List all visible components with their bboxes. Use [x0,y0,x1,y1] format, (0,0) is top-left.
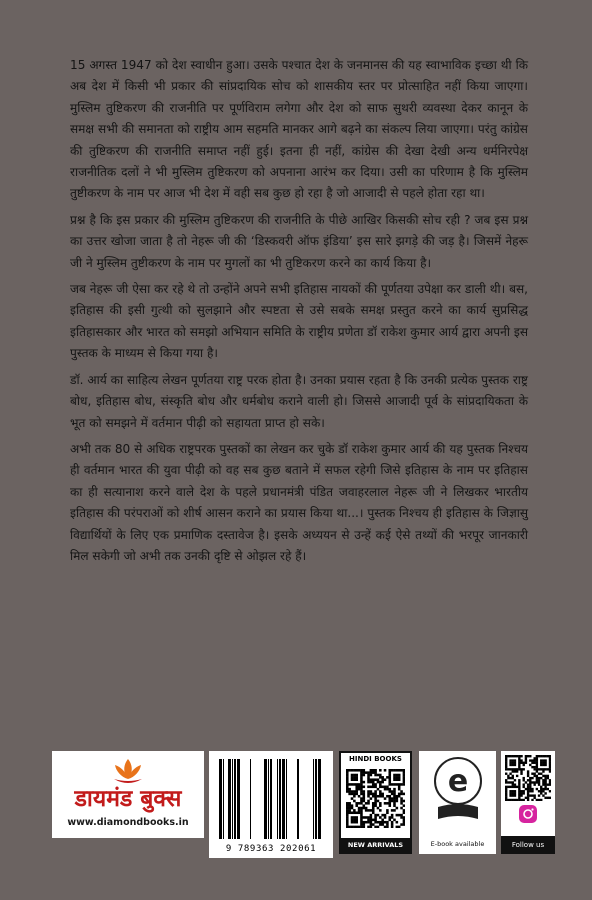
barcode-icon [217,759,325,839]
ebook-icon [433,757,483,827]
paragraph-4: डॉ. आर्य का साहित्य लेखन पूर्णतया राष्ट्र परक होता है। उनका प्रयास रहता है कि उनकी प्रत्येक पुस्तक राष्ट्र बोध, इतिहास बोध, संस्कृति बोध और धर्मबोध कराने वाली हो। जिससे आजादी पूर्व के सांप्रदायिकता के भूत को समझने में वर्तमान पीढ़ी को सहायता प्राप्त हो सके। [70,372,528,430]
cover-footer [0,744,592,900]
follow-us-label: Follow us [501,836,555,854]
hindi-books-label: HINDI BOOKS [341,753,410,766]
paragraph-3: जब नेहरू जी ऐसा कर रहे थे तो उन्होंने अपने सभी इतिहास नायकों की पूर्णतया उपेक्षा कर डाली थी। बस, इतिहास की इसी गुत्थी को सुलझाने और स्पष्टता से उसे सबके समक्ष प्रस्तुत करने का कार्य सुप्रसिद्ध इतिहासकार और भारत को समझो अभियान समिति के राष्ट्रीय प्रणेता डॉ राकेश कुमार आर्य द्वारा अपनी इस पुस्तक के माध्यम से किया गया है। [70,282,528,361]
brand-name: डायमंड बुक्स [74,786,182,812]
isbn-number: 9 789363 202061 [225,844,317,854]
hindi-books-qr-panel[interactable] [339,751,412,854]
follow-us-panel[interactable] [501,751,555,854]
back-cover-text [70,55,528,572]
lotus-icon [111,757,145,785]
isbn-barcode [209,751,333,858]
paragraph-5: अभी तक 80 से अधिक राष्ट्रपरक पुस्तकों का लेखन कर चुके डॉ राकेश कुमार आर्य की यह पुस्तक निश्चय ही वर्तमान भारत की युवा पीढ़ी को वह सब कुछ बताने में सफल रहेगी जिसे इतिहास के नाम पर इतिहास का ही सत्यानाश करने वाले देश के पहले प्रधानमंत्री पंडित जवाहरलाल नेहरू जी ने लिखकर भारतीय इतिहास की परंपराओं को शीर्ष आसन कराने का प्रयास किया था...। पुस्तक निश्चय ही इतिहास के जिज्ञासु विद्यार्थियों के लिए एक प्रमाणिक दस्तावेज है। इसके अध्ययन से उन्हें कई ऐसे तथ्यों की भरपूर जानकारी मिल सकेगी जो अभी तक उनकी दृष्टि से ओझल रहे हैं। [70,441,528,563]
ebook-available-label: E-book available [430,840,485,848]
new-arrivals-label: NEW ARRIVALS [341,838,410,852]
ebook-badge[interactable] [419,751,496,854]
qr-code-icon[interactable] [346,769,405,828]
publisher-logo[interactable] [52,751,204,838]
website-url[interactable]: www.diamondbooks.in [67,817,189,828]
svg-text:e: e [447,764,469,799]
paragraph-2: प्रश्न है कि इस प्रकार की मुस्लिम तुष्टिकरण की राजनीति के पीछे आखिर किसकी सोच रही ? जब इस प्रश्न का उत्तर खोजा जाता है तो नेहरू जी की ‘डिस्कवरी ऑफ इंडिया’ इस सारे झगड़े की जड़ है। जिसमें नेहरू जी ने मुस्लिम तुष्टीकरण के नाम पर मुगलों का भी तुष्टिकरण करने का कार्य किया है। [70,212,528,270]
instagram-icon [518,804,538,824]
social-qr-code-icon[interactable] [505,755,551,801]
paragraph-1: 15 अगस्त 1947 को देश स्वाधीन हुआ। उसके पश्चात देश के जनमानस की यह स्वाभाविक इच्छा थी कि अब देश में किसी भी प्रकार की सांप्रदायिक सोच को शासकीय स्तर पर प्रोत्साहित नहीं किया जाएगा। मुस्लिम तुष्टिकरण की राजनीति पर पूर्णविराम लगेगा और देश को साफ सुथरी व्यवस्था देकर कानून के समक्ष सभी की समानता को राष्ट्रीय आम सहमति मानकर आगे बढ़ने का संकल्प लिया जाएगा। परंतु कांग्रेस की तुष्टिकरण की राजनीति समाप्त नहीं हुई। इतना ही नहीं, कांग्रेस की देखा देखी अन्य धर्मनिरपेक्ष राजनीतिक दलों ने भी मुस्लिम तुष्टिकरण को अपनाना आरंभ कर दिया। उसी का परिणाम है कि मुस्लिम तुष्टीकरण के नाम पर आज भी देश में वही सब कुछ हो रहा है जो आजादी से पहले होता रहा था। [70,58,528,201]
